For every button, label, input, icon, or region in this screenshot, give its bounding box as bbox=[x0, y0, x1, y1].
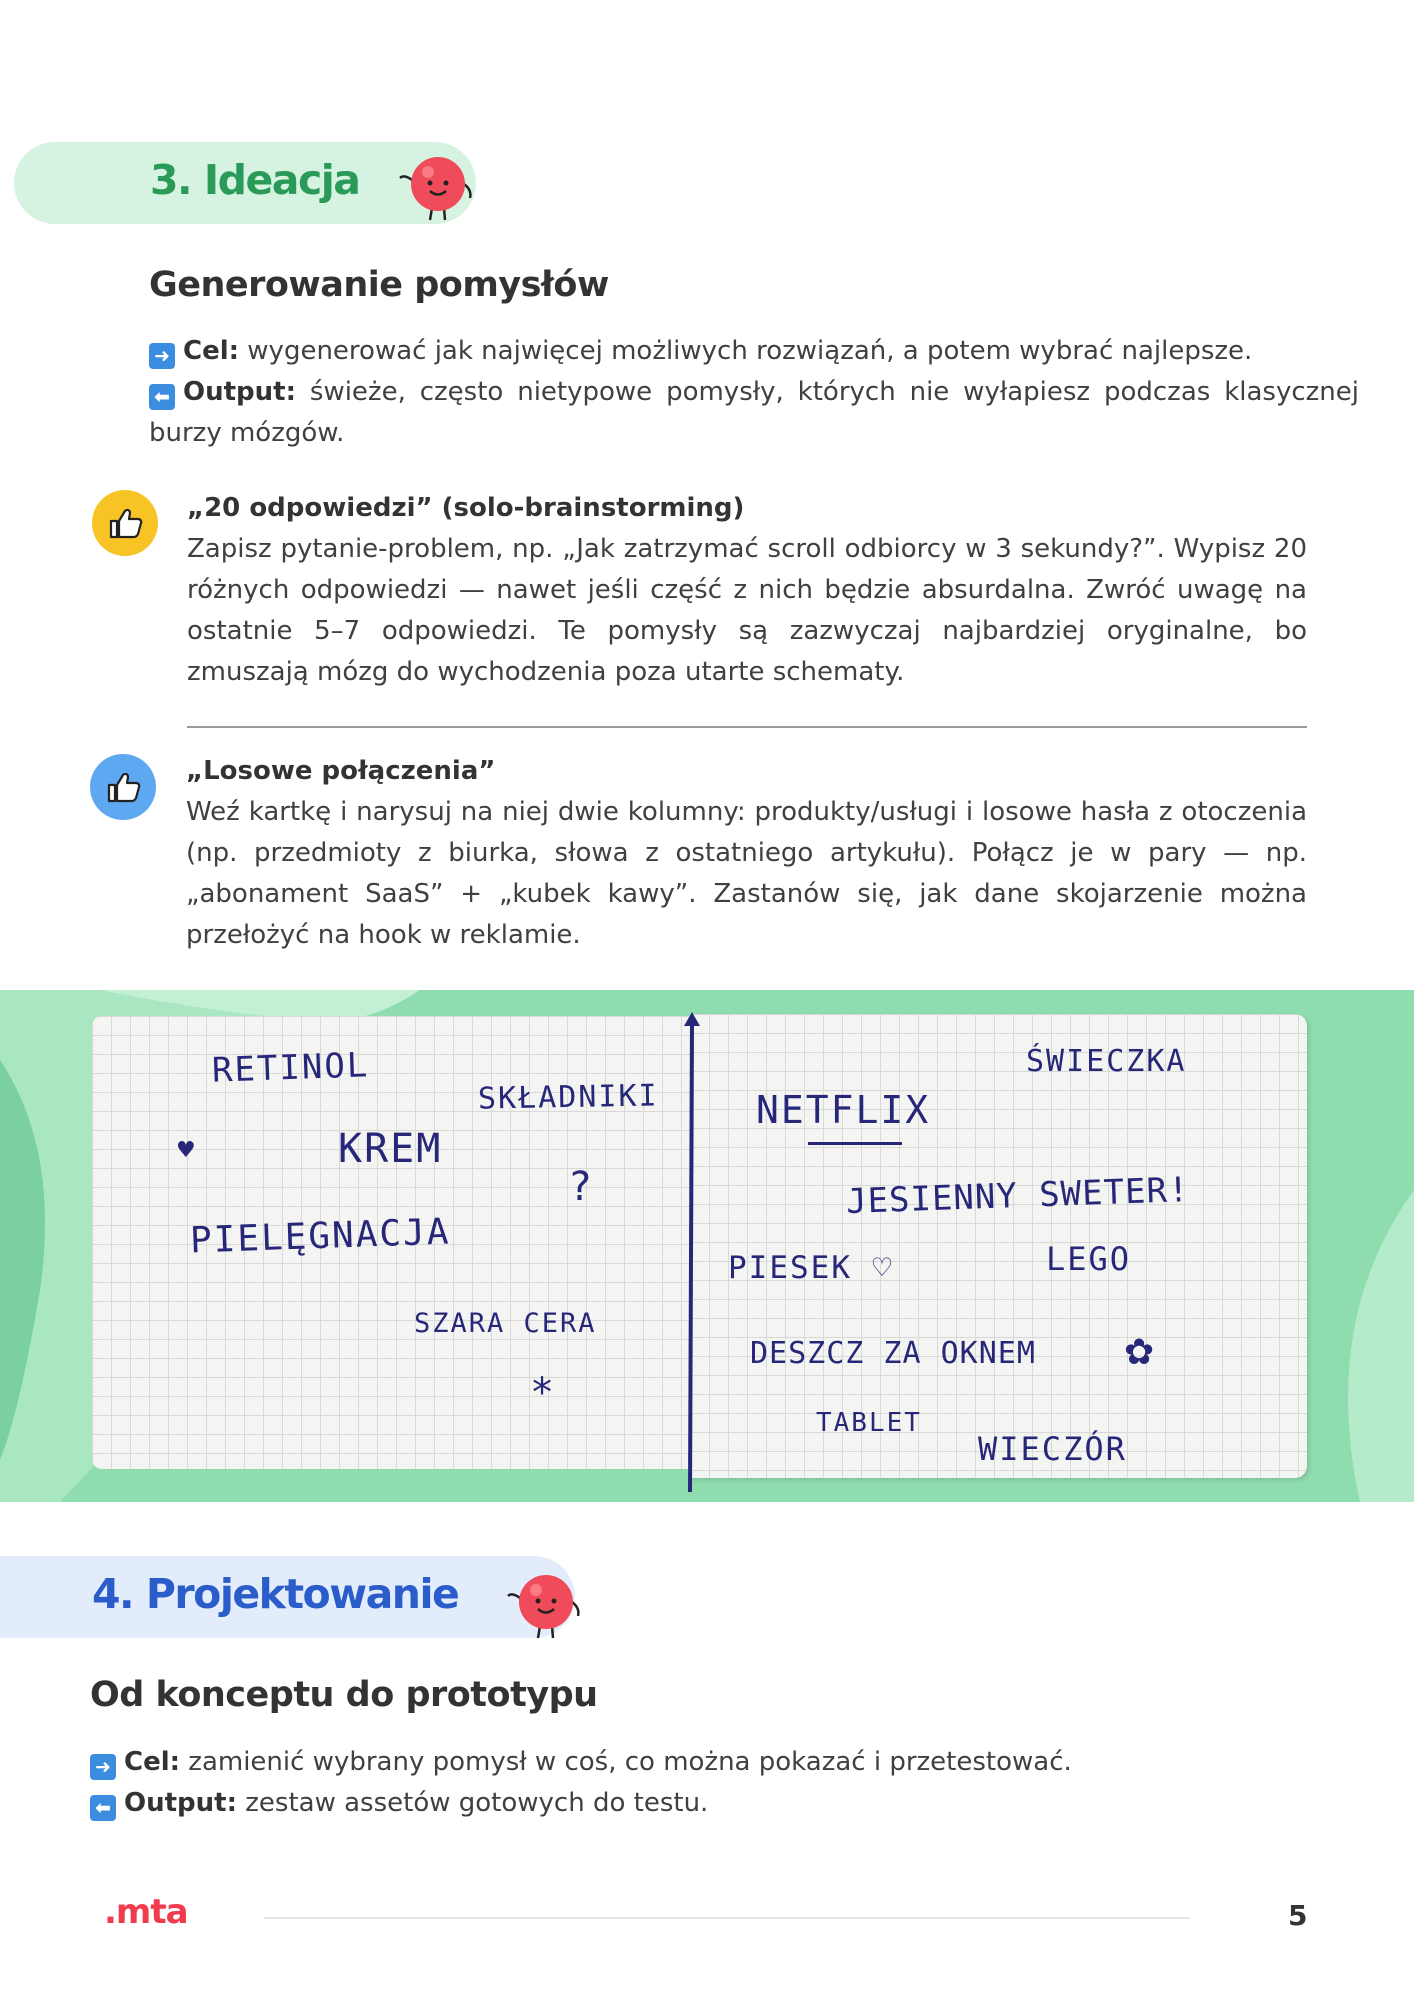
goal-label: Cel: bbox=[183, 336, 240, 366]
handwritten-word: PIESEK ♡ bbox=[728, 1250, 894, 1286]
section-3-subtitle: Generowanie pomysłów bbox=[149, 265, 609, 305]
arrow-right-icon: ➜ bbox=[90, 1754, 116, 1780]
footer-divider bbox=[264, 1917, 1190, 1919]
technique-random-connections bbox=[186, 751, 1307, 956]
section-4-title: 4. Projektowanie bbox=[92, 1570, 459, 1618]
tomato-mascot-icon bbox=[392, 150, 484, 222]
handwritten-word: JESIENNY SWETER! bbox=[845, 1170, 1191, 1222]
handwritten-word: ? bbox=[568, 1164, 595, 1210]
section-4-header bbox=[0, 1556, 575, 1638]
handwritten-word: DESZCZ ZA OKNEM bbox=[750, 1336, 1036, 1371]
section-3-header bbox=[14, 142, 476, 224]
goal-text: wygenerować jak najwięcej możliwych rozwiązań, a potem wybrać najlepsze. bbox=[239, 336, 1253, 366]
handwritten-word: TABLET bbox=[816, 1408, 922, 1438]
mta-logo: .mta bbox=[104, 1892, 188, 1932]
handwritten-word: RETINOL bbox=[211, 1045, 370, 1091]
technique-20-answers bbox=[187, 488, 1307, 693]
notebook-photo bbox=[0, 990, 1414, 1502]
handwritten-word: NETFLIX bbox=[756, 1088, 931, 1132]
handwritten-word: SKŁADNIKI bbox=[477, 1078, 659, 1117]
handwritten-word: LEGO bbox=[1046, 1240, 1132, 1278]
output-label: Output: bbox=[124, 1788, 237, 1818]
section-4-subtitle: Od konceptu do prototypu bbox=[90, 1675, 598, 1715]
section-3-goal bbox=[149, 331, 1359, 372]
notebook-right-page bbox=[690, 1014, 1307, 1478]
arrow-left-icon: ⬅ bbox=[149, 384, 175, 410]
drawn-divider-line bbox=[672, 1012, 712, 1494]
output-text: zestaw assetów gotowych do testu. bbox=[237, 1788, 709, 1818]
section-4-goal bbox=[90, 1742, 1290, 1783]
page-number: 5 bbox=[1288, 1899, 1308, 1932]
thumbs-up-icon bbox=[90, 754, 156, 820]
technique-text: Weź kartkę i narysuj na niej dwie kolumny: produkty/usługi i losowe hasła z otoczenia (np. przedmioty z biurka, słowa z ostatniego artykułu). Połącz je w pary — np. „abonament SaaS” + „kubek kawy”. Zastanów się, jak dane skojarzenie można przełożyć na hook w reklamie. bbox=[186, 797, 1307, 950]
section-4-output bbox=[90, 1783, 1290, 1824]
arrow-right-icon: ➜ bbox=[149, 343, 175, 369]
handwritten-word: KREM bbox=[338, 1126, 443, 1172]
output-text: świeże, często nietypowe pomysły, których nie wyłapiesz podczas klasycznej burzy mózgów. bbox=[149, 377, 1359, 448]
section-3-title: 3. Ideacja bbox=[150, 156, 360, 204]
goal-label: Cel: bbox=[124, 1747, 181, 1777]
handwritten-word: * bbox=[530, 1370, 557, 1416]
arrow-left-icon: ⬅ bbox=[90, 1795, 116, 1821]
technique-title: „Losowe połączenia” bbox=[186, 756, 496, 786]
tomato-mascot-icon bbox=[500, 1568, 592, 1640]
goal-text: zamienić wybrany pomysł w coś, co można pokazać i przetestować. bbox=[180, 1747, 1072, 1777]
handwritten-word: PIELĘGNACJA bbox=[189, 1211, 452, 1262]
underline bbox=[808, 1142, 902, 1145]
technique-text: Zapisz pytanie-problem, np. „Jak zatrzymać scroll odbiorcy w 3 sekundy?”. Wypisz 20 różnych odpowiedzi — nawet jeśli część z nich będzie absurdalna. Zwróć uwagę na ostatnie 5–7 odpowiedzi. Te pomysły są zazwyczaj najbardziej oryginalne, bo zmuszają mózg do wychodzenia poza utarte schematy. bbox=[187, 534, 1307, 687]
handwritten-word: WIECZÓR bbox=[978, 1430, 1127, 1468]
handwritten-word: SZARA CERA bbox=[414, 1308, 597, 1339]
output-label: Output: bbox=[183, 377, 296, 407]
divider bbox=[187, 726, 1307, 728]
technique-title: „20 odpowiedzi” (solo-brainstorming) bbox=[187, 493, 745, 523]
thumbs-up-icon bbox=[92, 490, 158, 556]
section-3-output bbox=[149, 372, 1359, 454]
heart-icon: ♥ bbox=[176, 1138, 196, 1163]
handwritten-word: ŚWIECZKA bbox=[1026, 1044, 1187, 1079]
flower-icon: ✿ bbox=[1124, 1332, 1155, 1373]
